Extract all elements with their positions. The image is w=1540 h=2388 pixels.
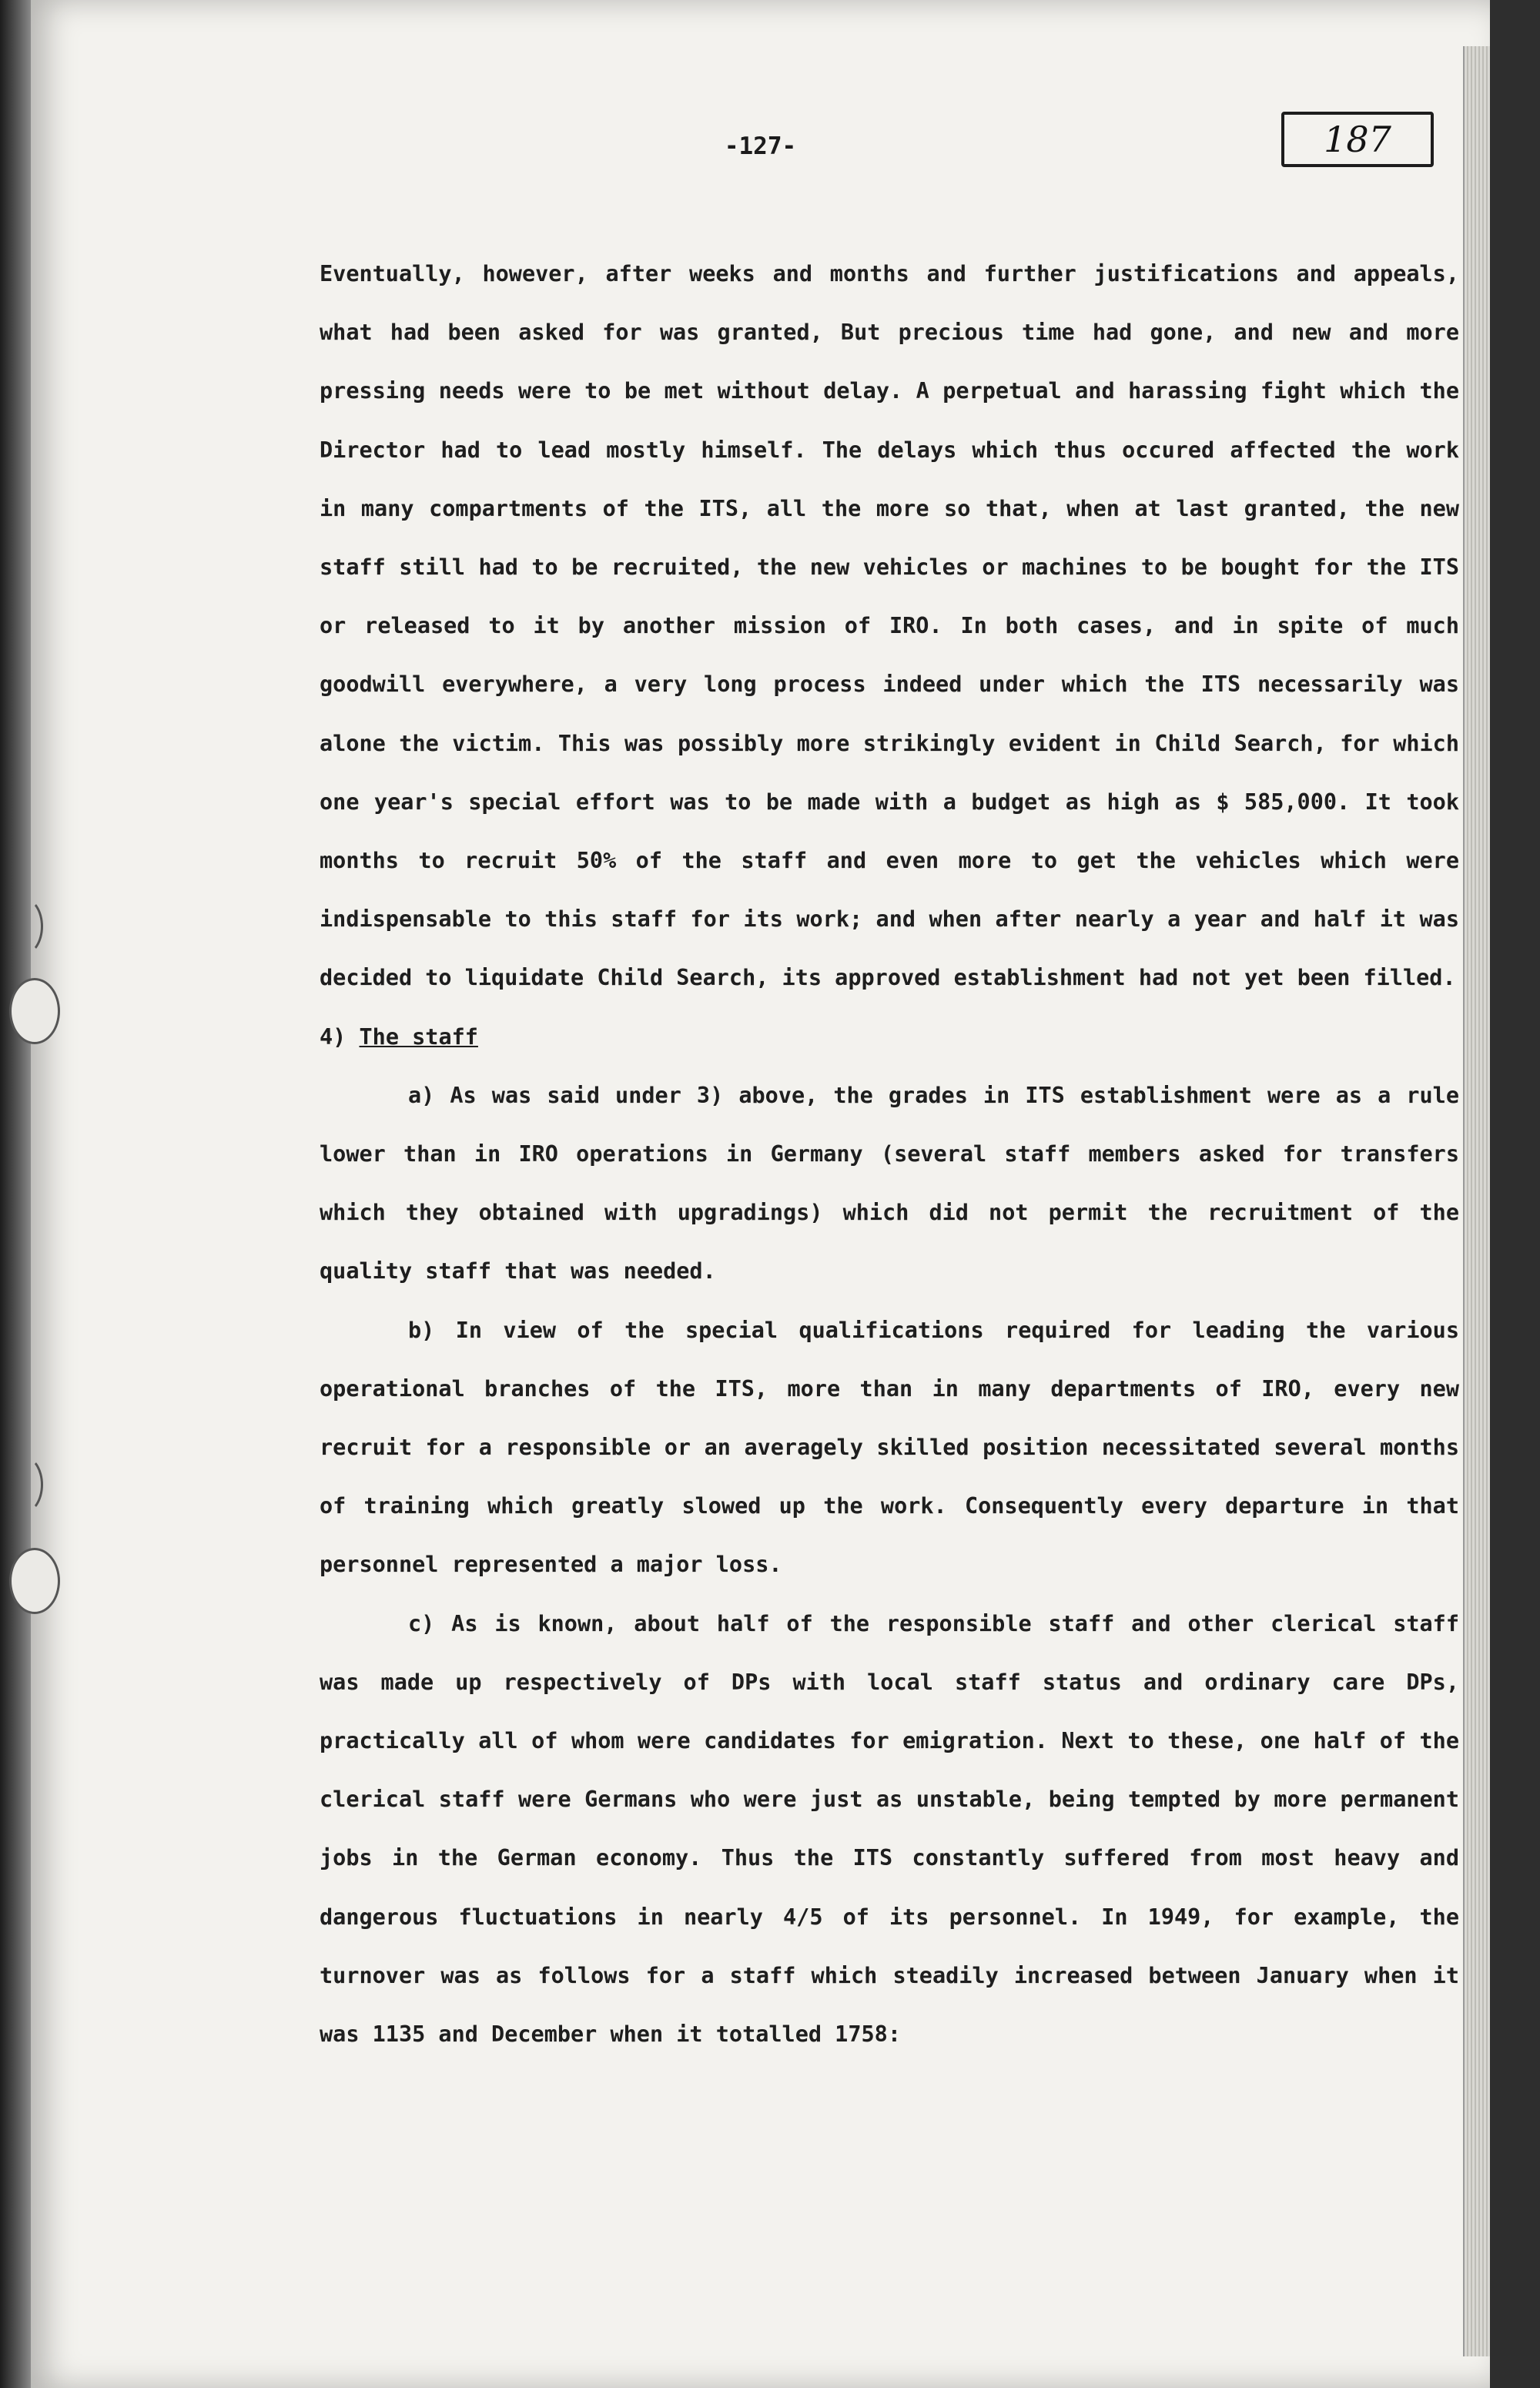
document-page — [31, 0, 1490, 2388]
section-title: The staff — [359, 1023, 478, 1050]
section-heading — [320, 1008, 478, 1067]
document-body — [320, 245, 1459, 2064]
archive-stamp-number: 187 — [1281, 112, 1434, 167]
binder-hole — [9, 1548, 60, 1614]
binder-hole — [4, 1455, 43, 1514]
paragraph-c: c) As is known, about half of the responsible staff and other clerical staff was made up respectively of DPs with local staff status and ordinary care DPs, practically all of whom were candidates for emigration. Next to these, one half of the clerical staff were Germans who were just as unstable, being tempted by more permanent jobs in the German economy. Thus the ITS constantly suffered from most heavy and dangerous fluctuations in nearly 4/5 of its personnel. In 1949, for example, the turnover was as follows for a staff which steadily increased between January when it was 1135 and December when it totalled 1758: — [320, 1610, 1459, 2048]
section-number: 4) — [320, 1023, 346, 1050]
paragraph-b: b) In view of the special qualifications required for leading the various operational branches of the ITS, more than in many departments of IRO, every new recruit for a responsible or an averagely skilled position necessitated several months of training which greatly slowed up the work. Consequently every departure in that personnel represented a major loss. — [320, 1317, 1459, 1578]
binder-hole — [4, 897, 43, 956]
scan-background — [1490, 0, 1540, 2388]
paragraph-eventually: Eventually, however, after weeks and months and further justifications and appeals, what had been asked for was granted, But precious time had gone, and new and more pressing needs were to be met without delay. A perpetual and harassing fight which the Director had to lead mostly himself. The delays which thus occured affected the work in many compartments of the ITS, all the more so that, when at last granted, the new staff still had to be recruited, the new vehicles or machines to be bought for the ITS or released to it by another mission of IRO. In both cases, and in spite of much goodwill everywhere, a very long process indeed under which the ITS necessarily was alone the victim. This was possibly more strikingly evident in Child Search, for which one year's special effort was to be made with a budget as high as $ 585,000. It took months to recruit 50% of the staff and even more to get the vehicles which were indispensable to this staff for its work; and when after nearly a year and half it was decided to liquidate Child Search, its approved establishment had not yet been filled. — [320, 261, 1459, 991]
binder-hole — [9, 978, 60, 1044]
paragraph-a: a) As was said under 3) above, the grades in ITS establishment were as a rule lower than in IRO operations in Germany (several staff members asked for transfers which they obtained with upgradings) which did not permit the recruitment of the quality staff that was needed. — [320, 1082, 1459, 1284]
page-stack-edge — [1463, 46, 1491, 2356]
previous-page-edge — [0, 0, 31, 2388]
page-number: -127- — [724, 132, 797, 160]
